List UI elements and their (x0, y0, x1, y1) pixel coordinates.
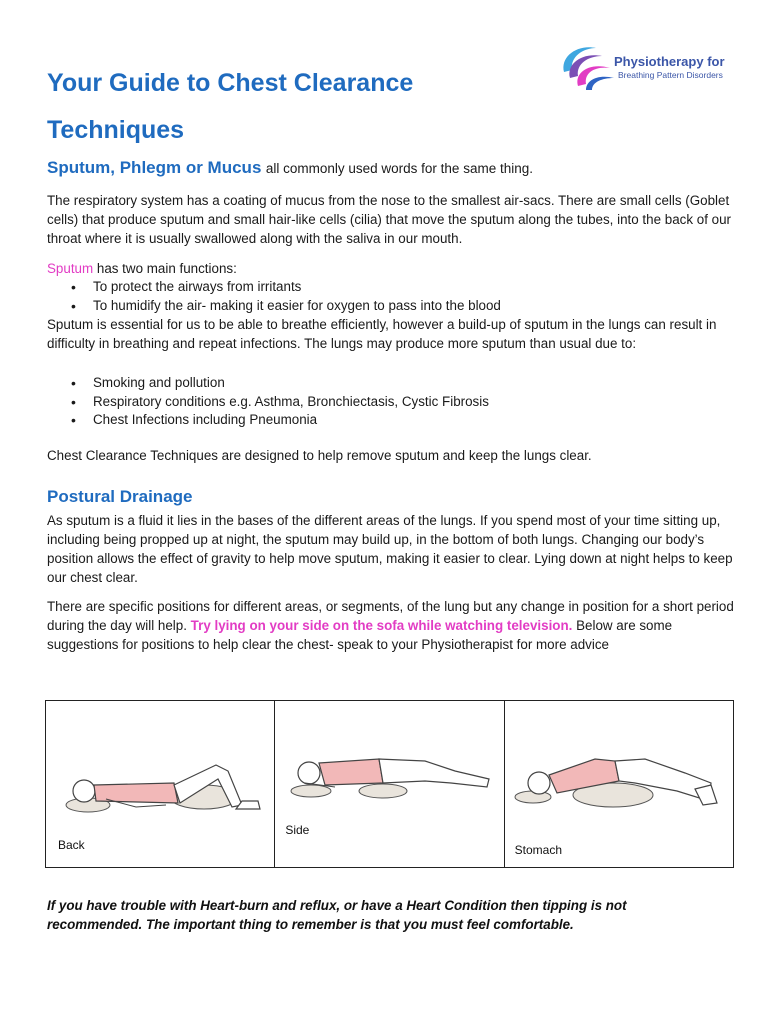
position-caption: Side (285, 823, 310, 837)
positions-figure (45, 700, 734, 868)
page-title-line1: Your Guide to Chest Clearance (47, 69, 414, 97)
position-caption: Stomach (514, 843, 563, 857)
position-back (46, 701, 275, 867)
functions-intro (47, 259, 737, 278)
functions-word: Sputum (47, 261, 94, 276)
position-stomach (505, 701, 733, 867)
sputum-essential: Sputum is essential for us to be able to breathe efficiently, however a build-up of sputum in the lungs can result in difficulty in breathing and repeat infections. The lungs may produce more sputum than usual due to: (47, 317, 717, 351)
postural-para2-start: There are specific positions for different areas, or segments, of the lung but any change in position for a short period during the day will help. (47, 599, 734, 633)
stomach-position-illustration (505, 701, 734, 866)
sputum-subheading: all commonly used words for the same thing. (265, 161, 533, 176)
postural-heading-row (47, 487, 193, 507)
page-title-line2: Techniques (47, 116, 185, 144)
logo-line2: Breathing Pattern Disorders (618, 70, 723, 80)
position-side (275, 701, 504, 867)
causes-list (47, 374, 489, 430)
safety-note: If you have trouble with Heart-burn and reflux, or have a Heart Condition then tipping is not recommended. The important thing to remember is that you must feel comfortable. (47, 898, 627, 932)
logo (556, 42, 756, 94)
functions-list (47, 278, 501, 315)
side-position-illustration (275, 701, 504, 866)
logo-line1: Physiotherapy for (614, 54, 725, 69)
swirl-logo-icon (556, 42, 616, 94)
clearance-statement: Chest Clearance Techniques are designed to help remove sputum and keep the lungs clear. (47, 448, 592, 463)
list-item: • Chest Infections including Pneumonia (47, 411, 489, 430)
sputum-heading: Sputum, Phlegm or Mucus (47, 158, 262, 177)
postural-para2 (47, 597, 737, 654)
position-caption: Back (58, 838, 85, 852)
postural-heading: Postural Drainage (47, 487, 193, 506)
list-item: • Respiratory conditions e.g. Asthma, Bronchiectasis, Cystic Fibrosis (47, 393, 489, 412)
list-item: • Smoking and pollution (47, 374, 489, 393)
functions-rest: has two main functions: (93, 261, 237, 276)
sputum-intro: The respiratory system has a coating of mucus from the nose to the smallest air-sacs. There are small cells (Goblet cells) that produce sputum and small hair-like cells (cilia) that move the sputum along the tubes, into the back of our throat where it is usually swallowed along with the saliva in our mouth. (47, 193, 732, 246)
list-item: • To humidify the air- making it easier for oxygen to pass into the blood (47, 297, 501, 316)
postural-para2-highlight: Try lying on your side on the sofa while watching television. (190, 618, 573, 633)
list-item: • To protect the airways from irritants (47, 278, 501, 297)
sputum-heading-row (47, 158, 533, 178)
postural-para1: As sputum is a fluid it lies in the bases of the different areas of the lungs. If you spend most of your time sitting up, including being propped up at night, the sputum may build up, in the bottom of both lungs. Changing our body’s position allows the effect of gravity to help move sputum, making it easier to clear. Lying down at night helps to keep our chest clear. (47, 513, 733, 585)
postural-para2-end: Below are some suggestions for positions to help clear the chest- speak to your Physiotherapist for more advice (47, 618, 673, 652)
